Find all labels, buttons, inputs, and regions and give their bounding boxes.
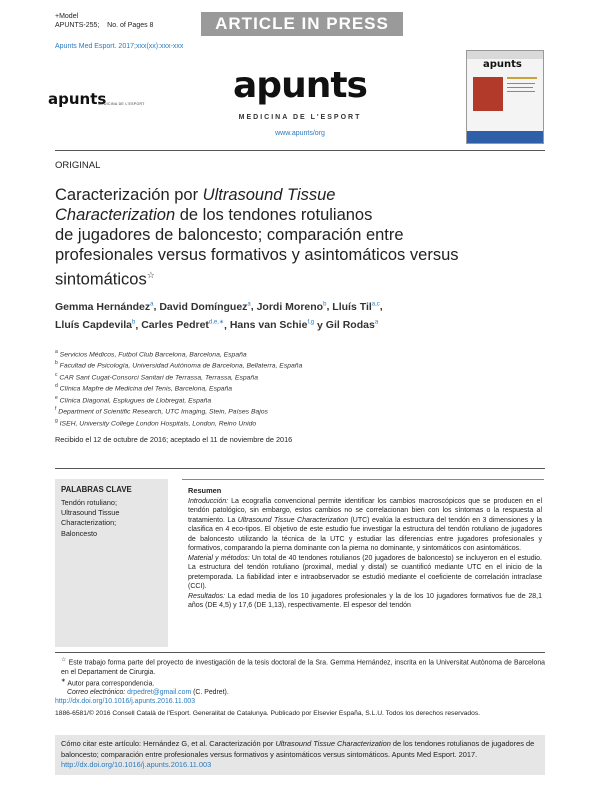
author-list [55,296,545,333]
keyword: Ultrasound Tissue [61,508,120,518]
cover-top-band [467,51,543,59]
author[interactable]: Gil Rodas$^a$ [325,319,379,331]
affiliation: $^c$ CAR Sant Cugat-Consorci Sanitari de Terrassa, Terrassa, España [55,371,258,382]
small-logo-text: apunts [48,90,107,108]
title-line: profesionales versus formativos y asintomáticos versus [55,246,459,264]
received-dates: Recibido el 12 de octubre de 2016; aceptado el 11 de noviembre de 2016 [55,435,293,444]
section-label: ORIGINAL [55,160,101,171]
small-journal-logo [48,90,148,114]
journal-logo: apunts [233,65,367,106]
corresponding-author-note: ∗ Autor para correspondencia. [61,677,155,688]
keywords-heading: PALABRAS CLAVE [61,485,132,494]
small-logo-subtitle: MEDICINA DE L'ESPORT [98,102,145,106]
cover-line [507,91,535,92]
footnote-divider [55,652,545,653]
journal-subtitle: MEDICINA DE L'ESPORT [238,114,362,121]
author-row: Lluís Capdevila$^b$, Carles Pedret$^{d,e,∗}$, Hans van Schie$^{f,g}$ y Gil Rodas$^a$ [55,319,379,331]
title-line: Characterization de los tendones rotulianos [55,206,373,224]
model-line: +Model [55,13,79,20]
author[interactable]: David Domínguez$^a$ [159,300,251,313]
keywords-box [55,479,168,647]
affiliation: $^e$ Clínica Diagonal, Esplugues de Llobregat, España [55,394,212,405]
journal-reference[interactable]: Apunts Med Esport. 2017;xxx(xx):xxx-xxx [55,43,184,50]
abstract-introduction: Introducción: La ecografía convencional permite identificar los cambios macroscópicos que se producen en el tendón patológico, sin embargo, estos cambios no se correlacionan bien con los síntomas o la respuesta al tratamiento. La Ultrasound Tissue Characterization (UTC) evalúa la estructura del tendón en 3 dimensiones y la clasifica en 4 eco-tipos. El objetivo de este estudio fue investigar la estructura del tendón rotuliano de jugadores de baloncesto utilizando la técnica de la UTC y estudiar las diferencias entre jugadores profesionales y formativos, comparando la pierna dominante con la pierna no dominante, y sintomáticos con asintomáticos. [188,498,543,553]
citation-doi-link[interactable]: http://dx.doi.org/10.1016/j.apunts.2016.11.003 [61,760,212,769]
affiliation: $^d$ Clínica Mapfre de Medicina del Tenis, Barcelona, España [55,383,233,393]
abstract-body [188,497,542,610]
affiliation: $^b$ Facultad de Psicología, Universidad Autónoma de Barcelona, Bellaterra, España [55,360,303,370]
keyword: Tendón rotuliano; [61,498,117,507]
keyword: Baloncesto [61,528,98,538]
copyright-line: 1886-6581/© 2016 Consell Català de l'Esport. Generalitat de Catalunya. Publicado por Elsevier España, S.L.U. Todos los derechos reservados. [55,710,481,717]
citation-box [55,735,545,775]
cover-line [507,87,533,88]
cover-bottom-band [467,131,543,143]
author[interactable]: Jordi Moreno$^b$ [256,300,327,313]
author[interactable]: Lluís Til$^{a,c}$ [332,300,380,313]
email-link[interactable]: drpedret@gmail.com [127,689,192,697]
journal-url[interactable]: www.apunts/org [275,130,325,137]
abstract-top-divider [55,468,545,469]
abstract-box [182,479,544,647]
affiliation: $^a$ Servicios Médicos, Futbol Club Barcelona, Barcelona, España [55,349,247,359]
cover-image-block [473,77,503,111]
title-line: de jugadores de baloncesto; comparación entre [55,226,404,244]
affiliation-list [55,348,545,428]
cover-line [507,83,535,84]
doc-id-line [55,21,153,30]
cover-line [507,77,537,79]
header-divider [55,150,545,151]
affiliation: $^f$ Department of Scientific Research, UTC Imaging, Stein, Países Bajos [55,406,268,416]
cover-logo-text: apunts [483,59,522,70]
affiliation: $^g$ ISEH, University College London Hospitals, London, Reino Unido [55,417,257,428]
funding-footnote: ☆ Este trabajo forma parte del proyecto de investigación de la tesis doctoral de la Sra. Gemma Hernández, inscrita en la Universitat Autònoma de Barcelona en el Departament de Cirurgia. [61,657,546,676]
doi-link[interactable]: http://dx.doi.org/10.1016/j.apunts.2016.11.003 [55,698,196,705]
keyword: Characterization; [61,518,117,528]
title-line: Caracterización por Ultrasound Tissue [55,186,336,204]
article-title [55,185,545,290]
abstract-results: Resultados: La edad media de los 10 jugadores profesionales y la de los 10 jugadores formativos fue de 28,1 años (DE 4,5) y 17,6 (DE 1,13), respectivamente. El espesor del tendón [188,592,542,609]
author-row: Gemma Hernández$^a$, David Domínguez$^a$, Jordi Moreno$^b$, Lluís Til$^{a,c}$, [55,300,383,313]
abstract-inner-divider [182,479,544,480]
doc-id: APUNTS-255; [55,22,100,29]
author[interactable]: Gemma Hernández$^a$ [55,300,154,313]
email-line: Correo electrónico: drpedret@gmail.com (C. Pedret). [67,689,229,697]
author[interactable]: Hans van Schie$^{f,g}$ [229,319,315,331]
journal-cover-thumbnail [466,50,544,144]
abstract-methods: Material y métodos: Un total de 40 tendones rotulianos (20 jugadores de baloncesto) se incluyeron en el estudio. La estructura del tendón rotuliano (proximal, medial y distal) se cuantificó mediante UTC en el inicio de la pretemporada. La fiabilidad inter e intraobservador se estudió mediante el coeficiente de correlación intraclase (CCI). [188,554,542,591]
page-count: No. of Pages 8 [107,22,154,29]
title-footnote-star[interactable]: ☆ [146,270,155,280]
author[interactable]: Carles Pedret$^{d,e,∗}$ [141,319,224,331]
abstract-heading: Resumen [188,486,222,495]
author[interactable]: Lluís Capdevila$^b$ [55,319,136,331]
citation-text: Cómo citar este artículo: Hernández G, et al. Caracterización por Ultrasound Tissue Characterization de los tendones rotulianos de jugadores de baloncesto; comparación entre profesionales versus formativos y asintomáticos versus sintomáticos. Apunts Med Esport. 2017. http://dx.doi.org/10.1016/j.apunts.2016.11.003 [61,739,535,769]
keywords-list [61,498,119,539]
article-in-press-banner: ARTICLE IN PRESS [201,12,403,36]
footnotes [55,656,545,698]
title-line: sintomáticos☆ [55,270,155,289]
